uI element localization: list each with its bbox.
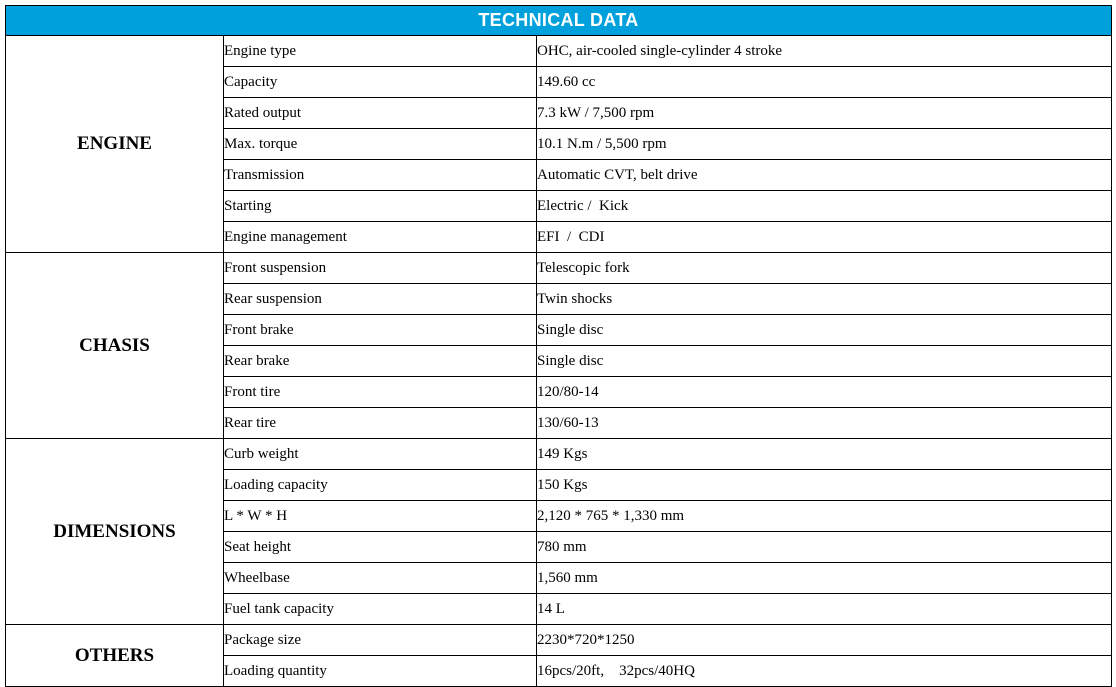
technical-data-table — [5, 5, 1112, 687]
spec-label: Package size — [224, 625, 537, 656]
spec-value: 1,560 mm — [537, 563, 1112, 594]
spec-value: 130/60-13 — [537, 408, 1112, 439]
spec-value: Single disc — [537, 315, 1112, 346]
spec-value: 16pcs/20ft, 32pcs/40HQ — [537, 656, 1112, 687]
table-row — [6, 36, 1112, 67]
table-row — [6, 625, 1112, 656]
spec-label: Engine management — [224, 222, 537, 253]
section-heading-dimensions: DIMENSIONS — [6, 439, 224, 625]
spec-label: Curb weight — [224, 439, 537, 470]
spec-label: Front suspension — [224, 253, 537, 284]
spec-table-body — [6, 36, 1112, 687]
spec-label: Rear suspension — [224, 284, 537, 315]
spec-value: Single disc — [537, 346, 1112, 377]
spec-value: 780 mm — [537, 532, 1112, 563]
spec-label: Front tire — [224, 377, 537, 408]
spec-value: OHC, air-cooled single-cylinder 4 stroke — [537, 36, 1112, 67]
spec-value: 2,120 * 765 * 1,330 mm — [537, 501, 1112, 532]
spec-label: Engine type — [224, 36, 537, 67]
spec-value: Telescopic fork — [537, 253, 1112, 284]
spec-value: 149 Kgs — [537, 439, 1112, 470]
spec-value: 2230*720*1250 — [537, 625, 1112, 656]
spec-label: Wheelbase — [224, 563, 537, 594]
section-heading-engine: ENGINE — [6, 36, 224, 253]
technical-data-sheet — [5, 5, 1111, 687]
spec-label: L * W * H — [224, 501, 537, 532]
spec-value: 10.1 N.m / 5,500 rpm — [537, 129, 1112, 160]
table-title: TECHNICAL DATA — [6, 6, 1112, 36]
spec-label: Front brake — [224, 315, 537, 346]
table-row — [6, 439, 1112, 470]
spec-value: Twin shocks — [537, 284, 1112, 315]
spec-label: Seat height — [224, 532, 537, 563]
spec-label: Rear brake — [224, 346, 537, 377]
spec-value: Electric / Kick — [537, 191, 1112, 222]
spec-label: Rated output — [224, 98, 537, 129]
title-row — [6, 6, 1112, 36]
spec-label: Max. torque — [224, 129, 537, 160]
spec-label: Loading capacity — [224, 470, 537, 501]
spec-label: Starting — [224, 191, 537, 222]
spec-label: Loading quantity — [224, 656, 537, 687]
spec-value: 14 L — [537, 594, 1112, 625]
spec-value: 150 Kgs — [537, 470, 1112, 501]
spec-value: 149.60 cc — [537, 67, 1112, 98]
section-heading-others: OTHERS — [6, 625, 224, 687]
table-row — [6, 253, 1112, 284]
spec-value: 120/80-14 — [537, 377, 1112, 408]
spec-label: Fuel tank capacity — [224, 594, 537, 625]
spec-value: EFI / CDI — [537, 222, 1112, 253]
spec-value: 7.3 kW / 7,500 rpm — [537, 98, 1112, 129]
spec-label: Capacity — [224, 67, 537, 98]
spec-label: Rear tire — [224, 408, 537, 439]
spec-label: Transmission — [224, 160, 537, 191]
section-heading-chasis: CHASIS — [6, 253, 224, 439]
spec-value: Automatic CVT, belt drive — [537, 160, 1112, 191]
